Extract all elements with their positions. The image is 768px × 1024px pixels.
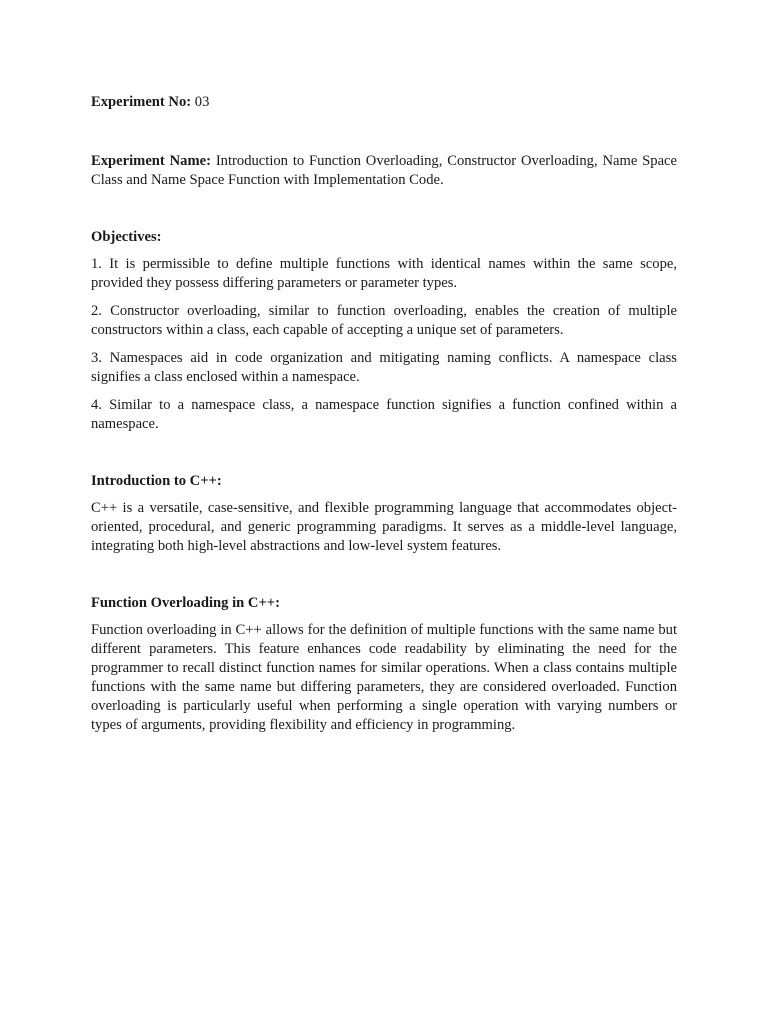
intro-cpp-heading: Introduction to C++: — [91, 473, 222, 489]
experiment-name-value: Introduction to Function Overloading, Constructor Overloading, Name Space Class and Name Space Function with Implementation Code. — [91, 153, 677, 188]
function-overloading-body: Function overloading in C++ allows for the definition of multiple functions with the same name but different parameters. This feature enhances code readability by eliminating the need for the programmer to recall distinct function names for similar operations. When a class contains multiple functions with the same name but differing parameters, they are considered overloaded. Function overloading is particularly useful when performing a single operation with varying numbers or types of arguments, providing flexibility and efficiency in programming. — [91, 622, 677, 733]
experiment-number-label: Experiment No: — [91, 94, 192, 110]
experiment-name-label: Experiment Name: — [91, 153, 211, 169]
objective-item: 1. It is permissible to define multiple functions with identical names within the same scope, provided they possess differing parameters or parameter types. — [91, 256, 677, 291]
function-overloading-heading: Function Overloading in C++: — [91, 595, 280, 611]
experiment-number-value: 03 — [191, 94, 210, 110]
intro-cpp-body: C++ is a versatile, case-sensitive, and flexible programming language that accommodates object-oriented, procedural, and generic programming paradigms. It serves as a middle-level language, integrating both high-level abstractions and low-level system features. — [91, 500, 677, 554]
objectives-heading: Objectives: — [91, 229, 162, 245]
objective-item: 3. Namespaces aid in code organization and mitigating naming conflicts. A namespace class signifies a class enclosed within a namespace. — [91, 350, 677, 385]
experiment-name — [91, 152, 677, 190]
experiment-number — [91, 93, 677, 112]
objective-item: 2. Constructor overloading, similar to function overloading, enables the creation of multiple constructors within a class, each capable of accepting a unique set of parameters. — [91, 303, 677, 338]
objective-item: 4. Similar to a namespace class, a namespace function signifies a function confined within a namespace. — [91, 397, 677, 432]
